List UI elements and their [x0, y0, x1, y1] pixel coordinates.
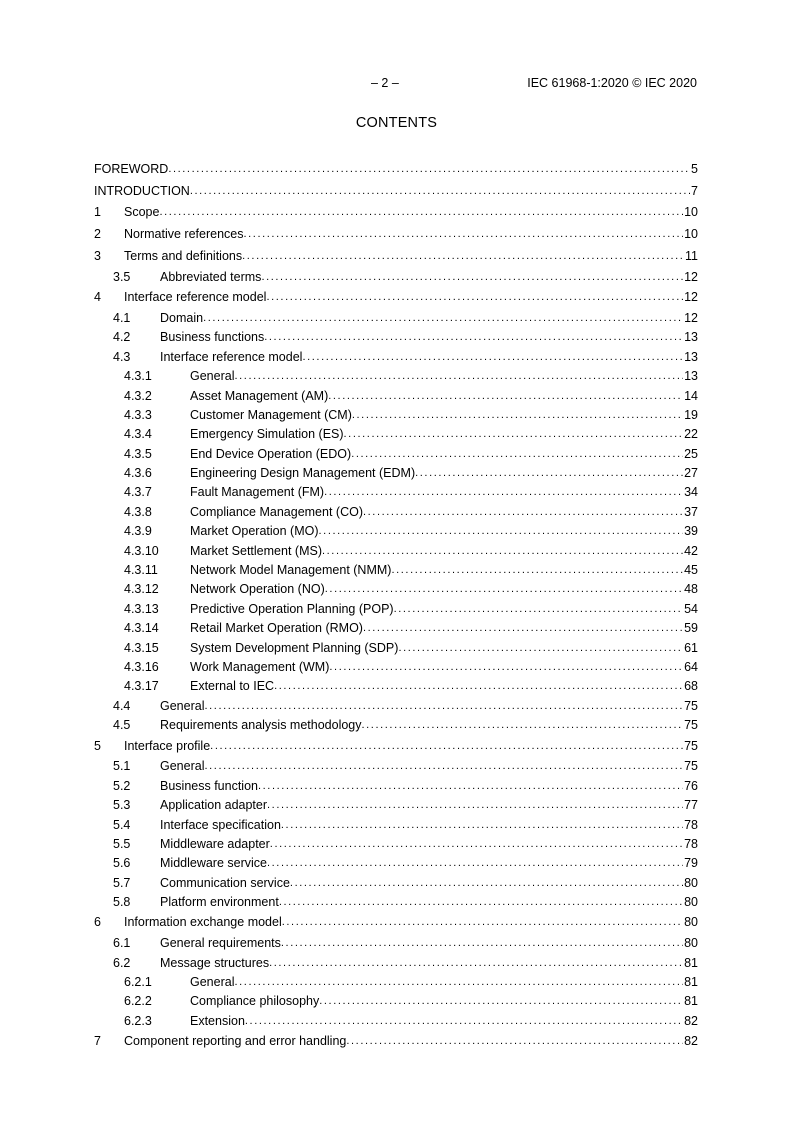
toc-entry-number: 3.5: [113, 269, 131, 284]
toc-entry[interactable]: [94, 600, 698, 619]
toc-entry-page: 42: [684, 543, 698, 558]
dot-leader: [363, 619, 683, 638]
toc-entry-body: [124, 246, 698, 268]
toc-entry-page: 80: [684, 936, 698, 951]
toc-entry-page: 75: [684, 718, 698, 733]
toc-entry-page: 68: [684, 679, 698, 694]
dot-leader: [394, 600, 684, 619]
toc-entry-body: [190, 639, 698, 658]
toc-entry-body: [160, 757, 698, 776]
toc-entry-page: 34: [684, 485, 698, 500]
toc-entry-label: Market Settlement (MS): [190, 542, 322, 561]
toc-entry-label: INTRODUCTION: [94, 180, 190, 202]
toc-entry-page: 75: [684, 759, 698, 774]
dot-leader: [322, 542, 683, 561]
dot-leader: [329, 658, 683, 677]
page-header: [0, 76, 793, 92]
toc-entry-number: 5.7: [113, 875, 131, 890]
toc-entry-page: 12: [684, 290, 698, 305]
toc-entry-body: [190, 464, 698, 483]
toc-entry-number: 5.5: [113, 836, 131, 851]
toc-entry-page: 75: [684, 698, 698, 713]
toc-entry[interactable]: [94, 522, 698, 541]
toc-entry-number: 4.3.16: [124, 659, 159, 674]
dot-leader: [190, 180, 690, 202]
dot-leader: [362, 716, 684, 735]
toc-entry-page: 48: [684, 582, 698, 597]
toc-entry[interactable]: [94, 542, 698, 561]
toc-entry-label: Communication service: [160, 874, 290, 893]
toc-entry-page: 64: [684, 659, 698, 674]
toc-entry-label: General: [160, 697, 204, 716]
toc-entry[interactable]: [94, 954, 698, 973]
toc-entry-number: 3: [94, 248, 101, 263]
dot-leader: [324, 483, 683, 502]
toc-entry-page: 22: [684, 427, 698, 442]
toc-entry[interactable]: [94, 816, 698, 835]
dot-leader: [363, 503, 683, 522]
toc-entry-page: 27: [684, 466, 698, 481]
toc-entry-number: 4.2: [113, 330, 131, 345]
toc-entry-label: Customer Management (CM): [190, 406, 352, 425]
toc-entry-body: [190, 522, 698, 541]
toc-entry-label: Application adapter: [160, 796, 267, 815]
toc-entry-number: 5.3: [113, 798, 131, 813]
toc-entry[interactable]: [94, 328, 698, 347]
toc-entry-number: 6.1: [113, 936, 131, 951]
toc-entry-body: [124, 224, 698, 246]
toc-entry-page: 80: [684, 915, 698, 930]
toc-entry-label: Engineering Design Management (EDM): [190, 464, 415, 483]
toc-entry-body: [160, 716, 698, 735]
toc-entry-number: 5: [94, 738, 101, 753]
dot-leader: [302, 348, 683, 367]
toc-entry[interactable]: [94, 503, 698, 522]
toc-entry-number: 5.6: [113, 856, 131, 871]
dot-leader: [344, 425, 684, 444]
toc-entry-page: 12: [684, 310, 698, 325]
document-reference: IEC 61968-1:2020 © IEC 2020: [527, 76, 697, 90]
dot-leader: [168, 158, 690, 180]
toc-entry-number: 6.2.1: [124, 975, 152, 990]
toc-entry-label: External to IEC: [190, 677, 274, 696]
toc-entry-number: 4.5: [113, 718, 131, 733]
toc-entry[interactable]: [94, 309, 698, 328]
toc-entry-label: Scope: [124, 202, 159, 224]
toc-entry-body: [160, 954, 698, 973]
toc-entry-body: [160, 893, 698, 912]
toc-entry-number: 4.1: [113, 310, 131, 325]
toc-entry-body: [160, 796, 698, 815]
toc-entry-number: 6: [94, 915, 101, 930]
toc-entry-label: Network Model Management (NMM): [190, 561, 391, 580]
toc-entry-body: [160, 348, 698, 367]
dot-leader: [281, 816, 683, 835]
page-title: CONTENTS: [355, 115, 438, 131]
toc-entry-body: [190, 580, 698, 599]
dot-leader: [269, 954, 683, 973]
toc-entry-body: [190, 973, 698, 992]
toc-entry-body: [190, 367, 698, 386]
toc-entry[interactable]: [94, 677, 698, 696]
dot-leader: [244, 224, 684, 246]
toc-entry[interactable]: [94, 464, 698, 483]
toc-entry-page: 81: [684, 994, 698, 1009]
toc-entry-label: Emergency Simulation (ES): [190, 425, 344, 444]
toc-entry[interactable]: [94, 992, 698, 1011]
toc-entry-page: 13: [684, 369, 698, 384]
dot-leader: [325, 580, 683, 599]
toc-entry-page: 59: [684, 621, 698, 636]
dot-leader: [234, 367, 683, 386]
toc-entry-label: Fault Management (FM): [190, 483, 324, 502]
toc-entry-label: General: [190, 367, 234, 386]
toc-entry-body: [190, 992, 698, 1011]
dot-leader: [328, 387, 683, 406]
dot-leader: [319, 522, 684, 541]
toc-entry-body: [160, 268, 698, 287]
toc-entry[interactable]: [94, 180, 698, 202]
toc-entry-number: 4.3.13: [124, 601, 159, 616]
toc-entry-label: Retail Market Operation (RMO): [190, 619, 363, 638]
toc-entry-page: 76: [684, 778, 698, 793]
toc-entry-number: 4.3.2: [124, 388, 152, 403]
toc-entry-number: 4.3.15: [124, 640, 159, 655]
dot-leader: [264, 328, 683, 347]
toc-entry-body: [124, 202, 698, 224]
toc-entry-page: 39: [684, 524, 698, 539]
toc-entry[interactable]: [94, 425, 698, 444]
toc-entry[interactable]: [94, 224, 698, 246]
toc-entry-page: 80: [684, 895, 698, 910]
toc-entry-label: Business functions: [160, 328, 264, 347]
toc-entry-body: [190, 561, 698, 580]
toc-entry[interactable]: [94, 561, 698, 580]
toc-entry-number: 4.3.12: [124, 582, 159, 597]
toc-entry-label: Network Operation (NO): [190, 580, 325, 599]
toc-entry[interactable]: [94, 912, 698, 934]
dot-leader: [270, 835, 683, 854]
toc-entry-page: 81: [684, 975, 698, 990]
toc-entry[interactable]: [94, 893, 698, 912]
dot-leader: [242, 246, 684, 268]
toc-entry-body: [190, 445, 698, 464]
toc-entry[interactable]: [94, 387, 698, 406]
dot-leader: [203, 309, 683, 328]
toc-entry-page: 45: [684, 563, 698, 578]
toc-entry-number: 4.3.4: [124, 427, 152, 442]
dot-leader: [234, 973, 683, 992]
toc-entry-label: Terms and definitions: [124, 246, 242, 268]
dot-leader: [204, 697, 683, 716]
toc-entry-number: 6.2.2: [124, 994, 152, 1009]
toc-entry-label: Interface reference model: [160, 348, 302, 367]
toc-entry-page: 81: [684, 955, 698, 970]
toc-entry-page: 61: [684, 640, 698, 655]
toc-entry[interactable]: [94, 796, 698, 815]
dot-leader: [398, 639, 683, 658]
toc-entry-label: Work Management (WM): [190, 658, 329, 677]
toc-entry-label: Domain: [160, 309, 203, 328]
toc-entry[interactable]: [94, 406, 698, 425]
dot-leader: [415, 464, 683, 483]
toc-entry[interactable]: [94, 619, 698, 638]
toc-entry-label: End Device Operation (EDO): [190, 445, 351, 464]
toc-entry-label: Market Operation (MO): [190, 522, 319, 541]
toc-entry-label: Asset Management (AM): [190, 387, 328, 406]
toc-entry-body: [160, 309, 698, 328]
toc-entry-body: [190, 503, 698, 522]
toc-entry[interactable]: [94, 934, 698, 953]
toc-entry-page: 11: [685, 248, 698, 263]
toc-entry-page: 10: [684, 227, 698, 242]
toc-entry-label: Interface reference model: [124, 287, 266, 309]
toc-entry-body: [124, 1031, 698, 1053]
toc-entry-number: 6.2: [113, 955, 131, 970]
toc-entry-body: [94, 180, 698, 202]
toc-entry-label: Requirements analysis methodology: [160, 716, 362, 735]
toc-entry-label: Extension: [190, 1012, 245, 1031]
toc-entry-body: [190, 387, 698, 406]
toc-entry-number: 4: [94, 290, 101, 305]
toc-entry-number: 4.3: [113, 349, 131, 364]
toc-entry-number: 4.3.9: [124, 524, 152, 539]
toc-entry-page: 19: [684, 407, 698, 422]
toc-entry[interactable]: [94, 854, 698, 873]
toc-entry[interactable]: [94, 246, 698, 268]
toc-entry-body: [124, 912, 698, 934]
dot-leader: [352, 406, 683, 425]
toc-entry[interactable]: [94, 639, 698, 658]
toc-entry-number: 6.2.3: [124, 1013, 152, 1028]
dot-leader: [245, 1012, 683, 1031]
toc-entry-body: [190, 483, 698, 502]
dot-leader: [267, 854, 683, 873]
toc-entry-label: Information exchange model: [124, 912, 282, 934]
toc-entry-label: Normative references: [124, 224, 244, 246]
toc-entry-page: 79: [684, 856, 698, 871]
toc-entry-body: [190, 619, 698, 638]
toc-entry-number: 5.4: [113, 817, 131, 832]
toc-entry-page: 78: [684, 817, 698, 832]
table-of-contents: [94, 158, 698, 1053]
dot-leader: [281, 934, 683, 953]
toc-entry[interactable]: [94, 716, 698, 735]
toc-entry-label: General requirements: [160, 934, 281, 953]
toc-entry[interactable]: [94, 158, 698, 180]
dot-leader: [266, 287, 683, 309]
dot-leader: [267, 796, 683, 815]
toc-entry-label: Message structures: [160, 954, 269, 973]
toc-entry[interactable]: [94, 777, 698, 796]
toc-entry[interactable]: [94, 348, 698, 367]
toc-entry-label: Platform environment: [160, 893, 279, 912]
toc-entry-body: [160, 328, 698, 347]
toc-entry-label: Interface specification: [160, 816, 281, 835]
toc-entry-number: 1: [94, 205, 101, 220]
toc-entry-body: [190, 406, 698, 425]
toc-entry-label: Middleware service: [160, 854, 267, 873]
toc-entry-body: [124, 736, 698, 758]
toc-entry-body: [160, 777, 698, 796]
toc-entry-number: 4.3.7: [124, 485, 152, 500]
toc-entry-label: Compliance philosophy: [190, 992, 319, 1011]
dot-leader: [261, 268, 683, 287]
toc-entry-body: [160, 816, 698, 835]
toc-entry-label: General: [160, 757, 204, 776]
toc-entry-number: 5.2: [113, 778, 131, 793]
toc-entry-body: [190, 542, 698, 561]
dot-leader: [258, 777, 683, 796]
toc-entry-body: [190, 677, 698, 696]
toc-entry-number: 4.3.8: [124, 504, 152, 519]
toc-entry-page: 54: [684, 601, 698, 616]
toc-entry[interactable]: [94, 1031, 698, 1053]
dot-leader: [319, 992, 683, 1011]
toc-entry-body: [190, 600, 698, 619]
toc-entry-body: [190, 658, 698, 677]
toc-entry-number: 4.3.14: [124, 621, 159, 636]
toc-entry-body: [160, 835, 698, 854]
toc-entry-number: 4.3.11: [124, 563, 158, 578]
dot-leader: [274, 677, 683, 696]
toc-entry-number: 4.4: [113, 698, 131, 713]
toc-entry-number: 2: [94, 227, 101, 242]
toc-entry-body: [190, 1012, 698, 1031]
dot-leader: [210, 736, 683, 758]
dot-leader: [204, 757, 683, 776]
toc-entry-page: 77: [684, 798, 698, 813]
toc-entry[interactable]: [94, 580, 698, 599]
toc-entry-body: [160, 874, 698, 893]
toc-entry-page: 14: [684, 388, 698, 403]
toc-entry-page: 82: [684, 1034, 698, 1049]
toc-entry-page: 25: [684, 446, 698, 461]
toc-entry-label: FOREWORD: [94, 158, 168, 180]
toc-entry-number: 4.3.3: [124, 407, 152, 422]
toc-entry-page: 13: [684, 349, 698, 364]
toc-entry-page: 10: [684, 205, 698, 220]
toc-entry-page: 5: [691, 162, 698, 176]
toc-entry-body: [190, 425, 698, 444]
toc-entry-number: 4.3.1: [124, 369, 152, 384]
toc-entry-page: 80: [684, 875, 698, 890]
toc-entry[interactable]: [94, 1012, 698, 1031]
toc-entry-page: 75: [684, 738, 698, 753]
toc-entry-number: 4.3.10: [124, 543, 159, 558]
toc-entry-body: [160, 934, 698, 953]
toc-entry-number: 5.1: [113, 759, 131, 774]
toc-entry[interactable]: [94, 445, 698, 464]
toc-entry-label: Predictive Operation Planning (POP): [190, 600, 394, 619]
dot-leader: [346, 1031, 683, 1053]
dot-leader: [290, 874, 683, 893]
dot-leader: [351, 445, 683, 464]
toc-entry-body: [160, 697, 698, 716]
toc-entry-body: [94, 158, 698, 180]
toc-entry-page: 82: [684, 1013, 698, 1028]
toc-entry-number: 4.3.5: [124, 446, 152, 461]
toc-entry[interactable]: [94, 973, 698, 992]
toc-entry-label: Abbreviated terms: [160, 268, 261, 287]
toc-entry-number: 5.8: [113, 895, 131, 910]
dot-leader: [159, 202, 683, 224]
toc-entry[interactable]: [94, 658, 698, 677]
toc-entry[interactable]: [94, 736, 698, 758]
toc-entry[interactable]: [94, 287, 698, 309]
toc-entry[interactable]: [94, 483, 698, 502]
toc-entry-page: 37: [684, 504, 698, 519]
toc-entry-label: Middleware adapter: [160, 835, 270, 854]
toc-entry-number: 4.3.17: [124, 679, 159, 694]
toc-entry-page: 12: [684, 269, 698, 284]
toc-entry-label: System Development Planning (SDP): [190, 639, 398, 658]
dot-leader: [391, 561, 683, 580]
toc-entry-page: 13: [684, 330, 698, 345]
toc-entry-body: [160, 854, 698, 873]
toc-entry-number: 7: [94, 1034, 101, 1049]
toc-entry-label: Interface profile: [124, 736, 210, 758]
dot-leader: [279, 893, 683, 912]
toc-entry-label: Business function: [160, 777, 258, 796]
toc-entry-body: [124, 287, 698, 309]
toc-entry[interactable]: [94, 835, 698, 854]
toc-entry-number: 4.3.6: [124, 466, 152, 481]
page-number: – 2 –: [371, 76, 399, 90]
toc-entry[interactable]: [94, 367, 698, 386]
toc-entry-label: General: [190, 973, 234, 992]
toc-entry-page: 7: [691, 184, 698, 199]
toc-entry[interactable]: [94, 874, 698, 893]
toc-entry-label: Component reporting and error handling: [124, 1031, 346, 1053]
toc-entry-page: 78: [684, 836, 698, 851]
toc-entry[interactable]: [94, 697, 698, 716]
toc-entry[interactable]: [94, 202, 698, 224]
dot-leader: [282, 912, 683, 934]
toc-entry[interactable]: [94, 268, 698, 287]
toc-entry[interactable]: [94, 757, 698, 776]
toc-entry-label: Compliance Management (CO): [190, 503, 363, 522]
